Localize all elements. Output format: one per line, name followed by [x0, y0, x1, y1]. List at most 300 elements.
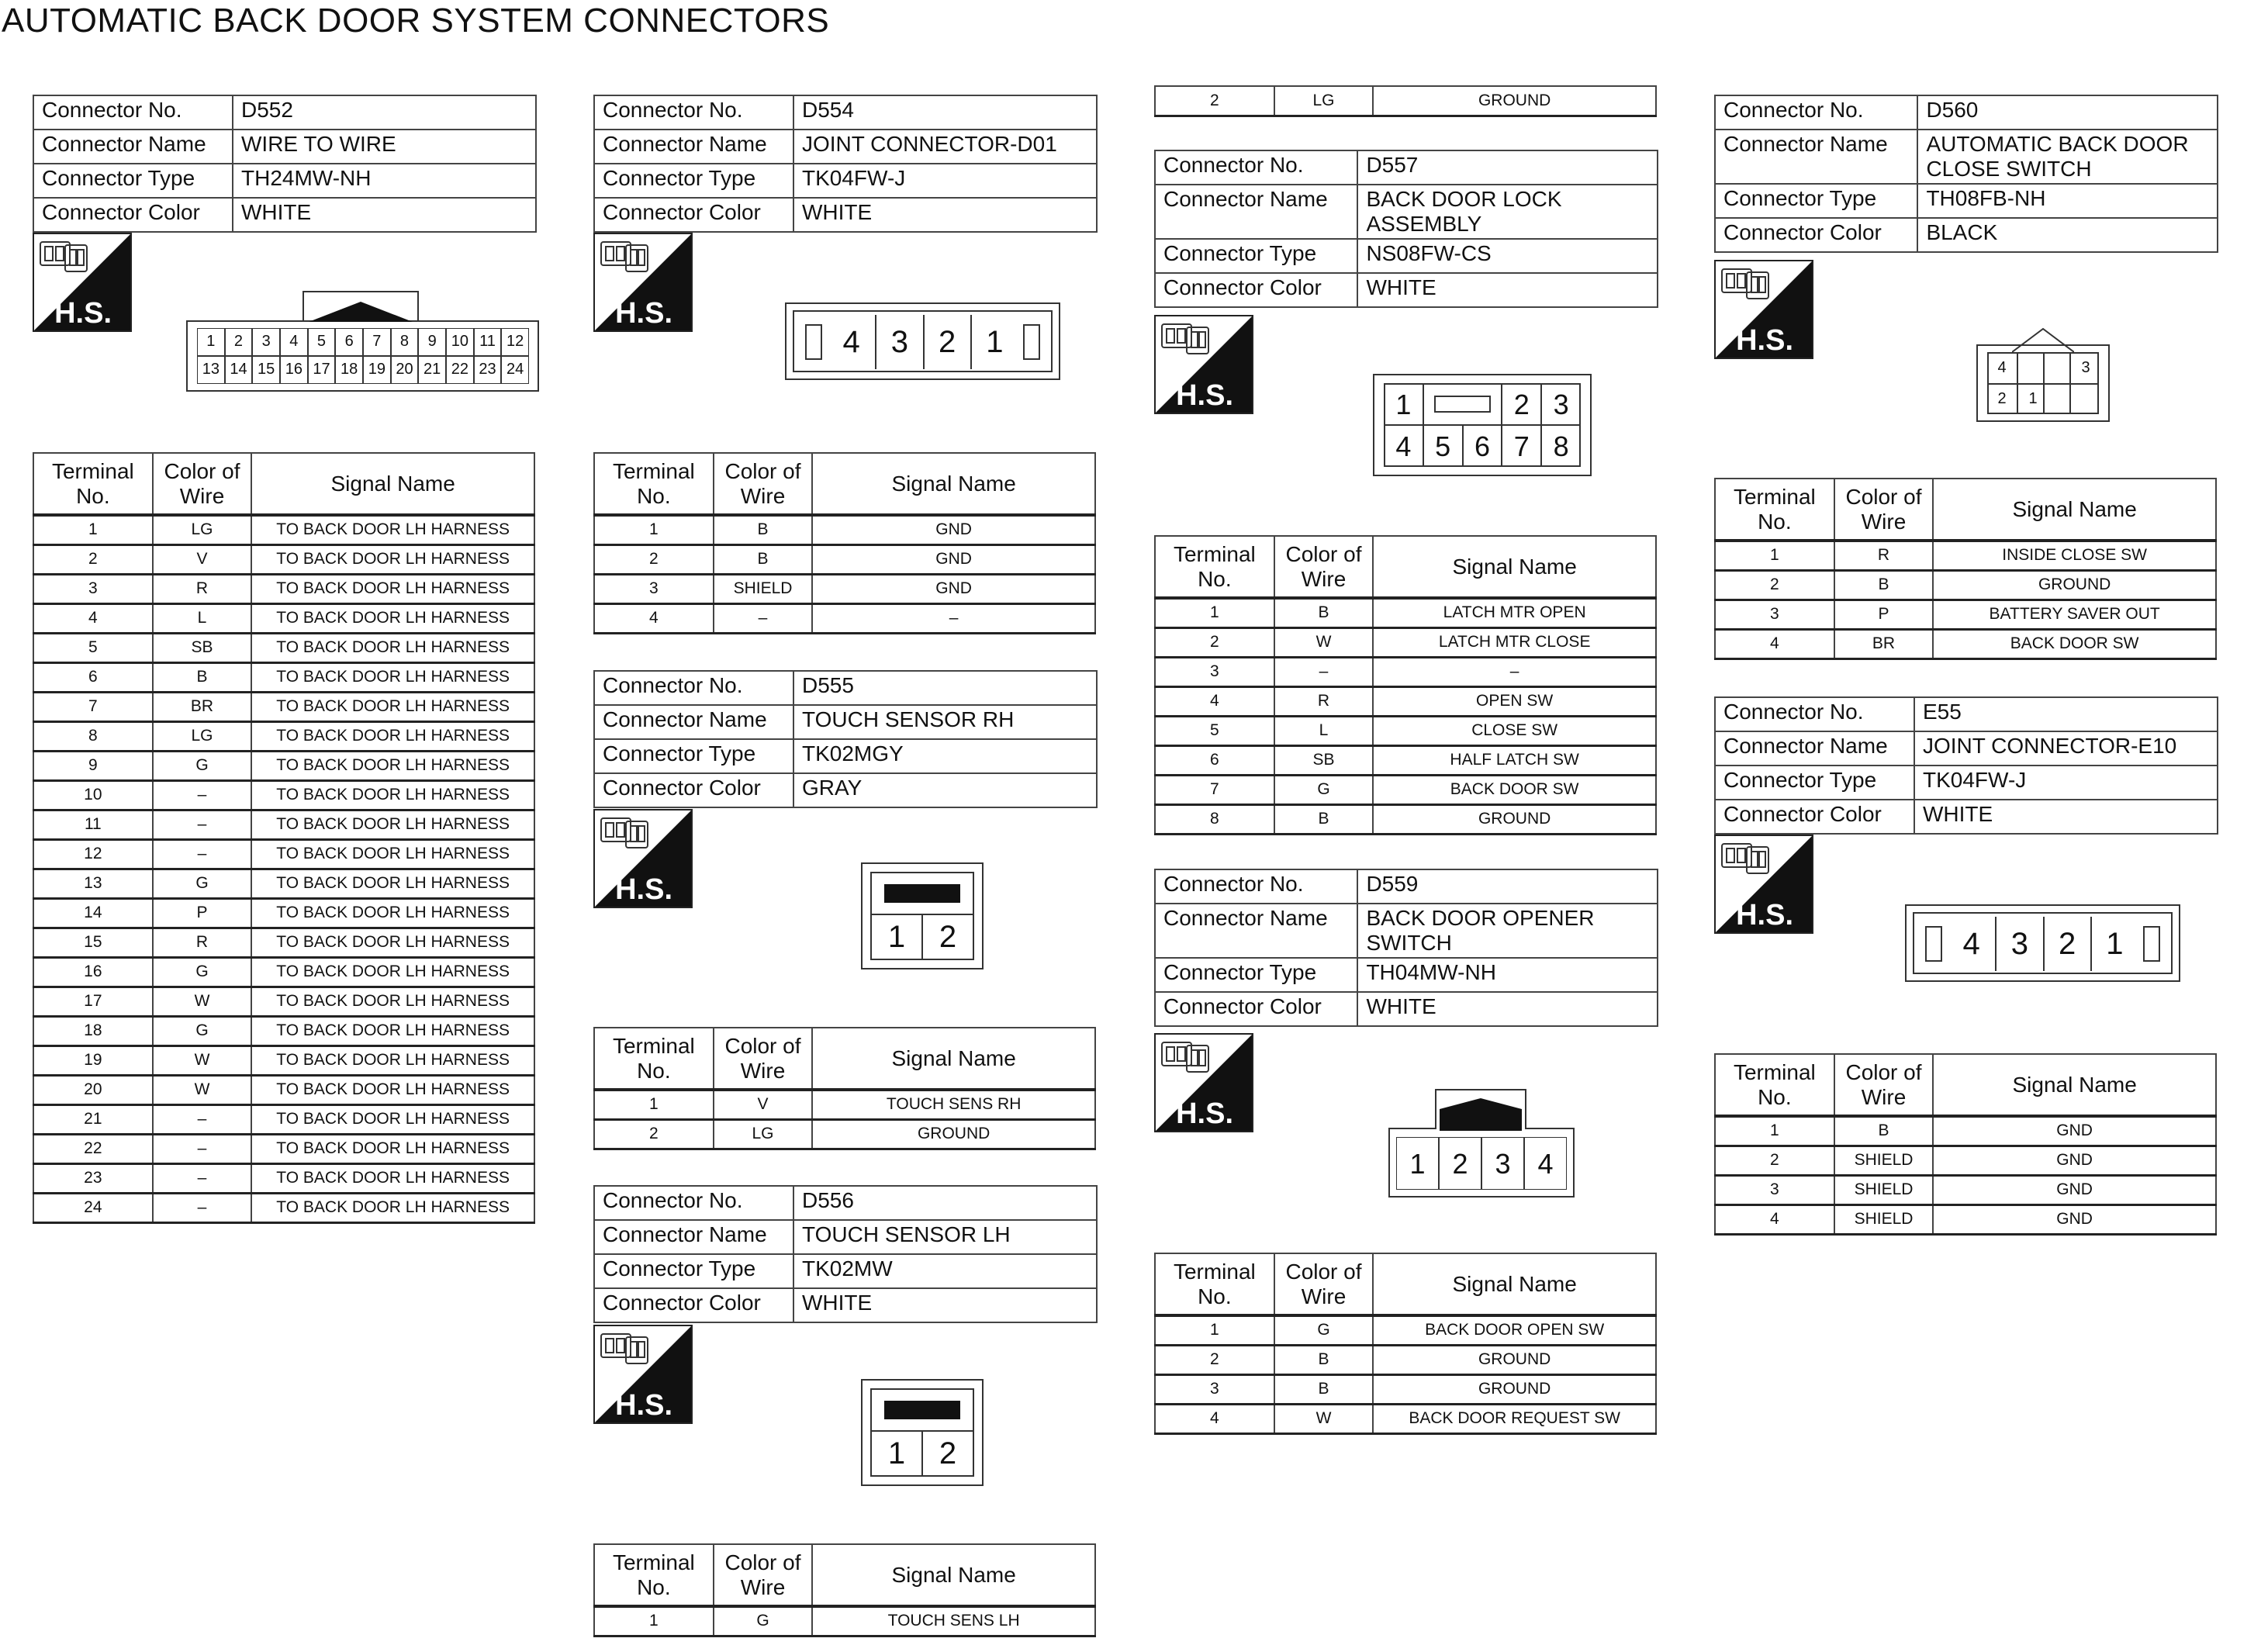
- hs-logo-text: H.S.: [1736, 324, 1793, 357]
- terminal-no-cell: 3: [1155, 657, 1274, 686]
- pin-label: 21: [418, 356, 446, 384]
- col-signal-name: Signal Name: [1373, 536, 1656, 598]
- signal-name-cell: LATCH MTR OPEN: [1373, 598, 1656, 627]
- table-row: [594, 603, 1095, 633]
- signal-name-cell: TO BACK DOOR LH HARNESS: [251, 1163, 534, 1193]
- terminal-no-cell: 13: [33, 869, 153, 898]
- wire-color-cell: G: [714, 1606, 813, 1636]
- table-row: [1155, 1404, 1656, 1433]
- pin-label: 18: [335, 356, 363, 384]
- pin-label: 7: [363, 328, 391, 356]
- label-connector-type: Connector Type: [1715, 766, 1914, 800]
- terminal-no-cell: 5: [33, 633, 153, 662]
- connector-name: BACK DOOR OPENER SWITCH: [1357, 904, 1658, 958]
- table-row: [33, 898, 534, 928]
- table-row: [33, 662, 534, 692]
- table-row: [594, 1090, 1095, 1119]
- label-connector-name: Connector Name: [1715, 731, 1914, 766]
- latch-bar: [1434, 396, 1492, 413]
- label-connector-no: Connector No.: [1155, 869, 1357, 904]
- signal-name-cell: TO BACK DOOR LH HARNESS: [251, 1193, 534, 1222]
- wire-color-cell: –: [714, 603, 813, 633]
- terminal-no-cell: 3: [1155, 1374, 1274, 1404]
- table-row: [1155, 1345, 1656, 1374]
- label-connector-no: Connector No.: [594, 95, 793, 130]
- connector-info-d557: [1154, 150, 1658, 308]
- signal-name-cell: TO BACK DOOR LH HARNESS: [251, 1075, 534, 1104]
- table-row: [1715, 570, 2216, 600]
- signal-name-cell: OPEN SW: [1373, 686, 1656, 716]
- table-row: [594, 1119, 1095, 1149]
- signal-name-cell: TO BACK DOOR LH HARNESS: [251, 633, 534, 662]
- terminal-no-cell: 3: [1715, 600, 1834, 629]
- hs-logo-text: H.S.: [615, 297, 672, 330]
- terminal-no-cell: 4: [594, 603, 714, 633]
- label-connector-color: Connector Color: [1715, 218, 1917, 252]
- wire-color-cell: SHIELD: [1834, 1146, 1934, 1175]
- connector-color: WHITE: [1914, 800, 2218, 834]
- wire-color-cell: W: [153, 1075, 252, 1104]
- table-row: [33, 515, 534, 544]
- pin-label: 3: [1541, 383, 1581, 425]
- table-row: [33, 1075, 534, 1104]
- pin-label: 4: [1524, 1137, 1567, 1190]
- col-color-of-wire: Color of Wire: [1274, 1253, 1374, 1315]
- wire-color-cell: SHIELD: [714, 574, 813, 603]
- signal-name-cell: LATCH MTR CLOSE: [1373, 627, 1656, 657]
- terminal-no-cell: 10: [33, 780, 153, 810]
- col-color-of-wire: Color of Wire: [153, 453, 252, 515]
- connector-name: AUTOMATIC BACK DOOR CLOSE SWITCH: [1917, 130, 2218, 184]
- connector-face-d554: [785, 302, 1060, 380]
- connector-color: WHITE: [793, 1288, 1097, 1322]
- wire-color-cell: G: [153, 1016, 252, 1045]
- pin-label: 2: [225, 328, 253, 356]
- table-row: [1715, 600, 2216, 629]
- signal-name-cell: GND: [1933, 1175, 2216, 1204]
- signal-name-cell: TO BACK DOOR LH HARNESS: [251, 544, 534, 574]
- pin-label: 8: [1541, 425, 1581, 467]
- terminal-no-cell: 16: [33, 957, 153, 987]
- terminal-table-d559: [1154, 1253, 1657, 1435]
- connector-info-d560: [1714, 95, 2218, 253]
- terminal-table-continued: [1154, 85, 1657, 117]
- signal-name-cell: GND: [812, 544, 1095, 574]
- connector-no: D554: [793, 95, 1097, 130]
- signal-name-cell: GROUND: [812, 1119, 1095, 1149]
- connector-name: WIRE TO WIRE: [233, 130, 536, 164]
- signal-name-cell: GROUND: [1373, 1345, 1656, 1374]
- signal-name-cell: CLOSE SW: [1373, 716, 1656, 745]
- terminal-table-e55: [1714, 1053, 2217, 1236]
- table-row: [33, 957, 534, 987]
- connector-face-d552: [186, 291, 539, 392]
- connector-type: TH08FB-NH: [1917, 184, 2218, 218]
- pin-label: 2: [1997, 390, 2007, 407]
- label-connector-type: Connector Type: [33, 164, 233, 198]
- wire-color-cell: V: [714, 1090, 813, 1119]
- connector-color: GRAY: [793, 773, 1097, 807]
- table-row: [1155, 598, 1656, 627]
- terminal-no-cell: 4: [1715, 629, 1834, 658]
- table-row: [1155, 657, 1656, 686]
- page-title: AUTOMATIC BACK DOOR SYSTEM CONNECTORS: [2, 2, 830, 40]
- signal-name-cell: TO BACK DOOR LH HARNESS: [251, 898, 534, 928]
- signal-name-cell: BACK DOOR OPEN SW: [1373, 1315, 1656, 1345]
- terminal-table-d552: [33, 452, 535, 1224]
- signal-name-cell: GROUND: [1373, 804, 1656, 834]
- pin-label: 4: [842, 325, 860, 359]
- table-row: [33, 810, 534, 839]
- wire-color-cell: B: [1274, 1345, 1374, 1374]
- col-color-of-wire: Color of Wire: [1834, 1054, 1934, 1116]
- terminal-table-d560: [1714, 478, 2217, 660]
- wire-color-cell: B: [714, 515, 813, 544]
- wire-color-cell: G: [1274, 775, 1374, 804]
- wire-color-cell: –: [153, 780, 252, 810]
- signal-name-cell: GND: [812, 515, 1095, 544]
- wire-color-cell: SHIELD: [1834, 1175, 1934, 1204]
- table-row: [594, 515, 1095, 544]
- wire-color-cell: LG: [153, 515, 252, 544]
- terminal-no-cell: 1: [1155, 598, 1274, 627]
- label-connector-color: Connector Color: [594, 198, 793, 232]
- table-row: [1715, 1204, 2216, 1234]
- table-row: [33, 928, 534, 957]
- table-row: [1155, 686, 1656, 716]
- terminal-no-cell: 24: [33, 1193, 153, 1222]
- connector-no: D559: [1357, 869, 1658, 904]
- table-row: [1715, 541, 2216, 570]
- table-row: [33, 603, 534, 633]
- pin-label: 7: [1502, 425, 1541, 467]
- pin-label: 4: [1384, 425, 1423, 467]
- table-row: [33, 987, 534, 1016]
- wire-color-cell: G: [153, 869, 252, 898]
- terminal-no-cell: 8: [1155, 804, 1274, 834]
- signal-name-cell: TO BACK DOOR LH HARNESS: [251, 692, 534, 721]
- terminal-no-cell: 1: [1715, 541, 1834, 570]
- pin-label: 4: [280, 328, 308, 356]
- pin-label: 10: [446, 328, 474, 356]
- signal-name-cell: TOUCH SENS LH: [812, 1606, 1095, 1636]
- signal-name-cell: GND: [1933, 1146, 2216, 1175]
- col-terminal-no: Terminal No.: [1155, 1253, 1274, 1315]
- terminal-no-cell: 22: [33, 1134, 153, 1163]
- signal-name-cell: TO BACK DOOR LH HARNESS: [251, 574, 534, 603]
- wire-color-cell: W: [153, 987, 252, 1016]
- signal-name-cell: TO BACK DOOR LH HARNESS: [251, 721, 534, 751]
- wire-color-cell: G: [1274, 1315, 1374, 1345]
- pin-label: 5: [1423, 425, 1463, 467]
- wire-color-cell: B: [153, 662, 252, 692]
- wire-color-cell: SB: [153, 633, 252, 662]
- pin-label: 13: [197, 356, 225, 384]
- table-row: [33, 869, 534, 898]
- connector-name: BACK DOOR LOCK ASSEMBLY: [1357, 185, 1658, 239]
- label-connector-type: Connector Type: [594, 739, 793, 773]
- pin-label: 11: [474, 328, 502, 356]
- hs-harness-side-icon: [1154, 1033, 1253, 1132]
- wire-color-cell: B: [1834, 1116, 1934, 1146]
- signal-name-cell: TO BACK DOOR LH HARNESS: [251, 839, 534, 869]
- terminal-no-cell: 18: [33, 1016, 153, 1045]
- pin-label: 9: [418, 328, 446, 356]
- terminal-table-d556: [593, 1543, 1096, 1637]
- pin-label: 1: [1384, 383, 1423, 425]
- terminal-no-cell: 17: [33, 987, 153, 1016]
- pin-label: 1: [887, 920, 906, 954]
- wire-color-cell: BR: [1834, 629, 1934, 658]
- col-signal-name: Signal Name: [812, 453, 1095, 515]
- hs-harness-side-icon: [1714, 835, 1813, 934]
- label-connector-name: Connector Name: [1155, 904, 1357, 958]
- table-row: [33, 751, 534, 780]
- terminal-no-cell: 1: [1715, 1116, 1834, 1146]
- wire-color-cell: W: [153, 1045, 252, 1075]
- signal-name-cell: GROUND: [1373, 1374, 1656, 1404]
- table-row: [1715, 1116, 2216, 1146]
- wire-color-cell: G: [153, 751, 252, 780]
- connector-color: WHITE: [1357, 992, 1658, 1026]
- connector-no: D556: [793, 1186, 1097, 1220]
- connector-face-d559: [1388, 1089, 1575, 1198]
- pin-label: 1: [970, 315, 1018, 369]
- pin-label: 19: [363, 356, 391, 384]
- table-row: [33, 574, 534, 603]
- table-row: [33, 839, 534, 869]
- signal-name-cell: TO BACK DOOR LH HARNESS: [251, 780, 534, 810]
- connector-type: TK04FW-J: [1914, 766, 2218, 800]
- wire-color-cell: R: [153, 574, 252, 603]
- connector-name: TOUCH SENSOR RH: [793, 705, 1097, 739]
- pin-label: 8: [391, 328, 419, 356]
- connector-info-d554: [593, 95, 1098, 233]
- table-row: [1715, 1146, 2216, 1175]
- col-color-of-wire: Color of Wire: [714, 1544, 813, 1606]
- wire-color-cell: –: [153, 810, 252, 839]
- pin-label: 6: [1463, 425, 1502, 467]
- signal-name-cell: GND: [812, 574, 1095, 603]
- terminal-no-cell: 2: [1155, 86, 1274, 116]
- terminal-no-cell: 20: [33, 1075, 153, 1104]
- label-connector-no: Connector No.: [33, 95, 233, 130]
- label-connector-no: Connector No.: [594, 671, 793, 705]
- connector-no: D552: [233, 95, 536, 130]
- connector-info-d559: [1154, 869, 1658, 1027]
- terminal-no-cell: 6: [33, 662, 153, 692]
- connector-color: WHITE: [1357, 273, 1658, 307]
- pin-label: 15: [252, 356, 280, 384]
- table-row: [33, 692, 534, 721]
- signal-name-cell: TOUCH SENS RH: [812, 1090, 1095, 1119]
- terminal-table-d555: [593, 1027, 1096, 1150]
- wire-color-cell: P: [153, 898, 252, 928]
- terminal-no-cell: 1: [1155, 1315, 1274, 1345]
- wire-color-cell: SB: [1274, 745, 1374, 775]
- connector-name: JOINT CONNECTOR-D01: [793, 130, 1097, 164]
- signal-name-cell: TO BACK DOOR LH HARNESS: [251, 1016, 534, 1045]
- col-terminal-no: Terminal No.: [594, 453, 714, 515]
- connector-info-e55: [1714, 696, 2218, 835]
- connector-face-d560: [1976, 315, 2110, 422]
- hs-logo-text: H.S.: [1176, 1097, 1233, 1130]
- signal-name-cell: INSIDE CLOSE SW: [1933, 541, 2216, 570]
- pin-label: 23: [474, 356, 502, 384]
- hs-logo-text: H.S.: [1176, 379, 1233, 412]
- terminal-no-cell: 14: [33, 898, 153, 928]
- connector-type: TH04MW-NH: [1357, 958, 1658, 992]
- connector-no: D557: [1357, 150, 1658, 185]
- table-row: [33, 780, 534, 810]
- table-row: [594, 574, 1095, 603]
- connector-type: TK04FW-J: [793, 164, 1097, 198]
- wire-color-cell: B: [1274, 598, 1374, 627]
- terminal-no-cell: 1: [594, 515, 714, 544]
- pin-label: 3: [2081, 359, 2090, 376]
- pin-label: 1: [197, 328, 225, 356]
- terminal-no-cell: 15: [33, 928, 153, 957]
- signal-name-cell: –: [812, 603, 1095, 633]
- table-row: [33, 1163, 534, 1193]
- terminal-no-cell: 1: [594, 1606, 714, 1636]
- wire-color-cell: SHIELD: [1834, 1204, 1934, 1234]
- col-signal-name: Signal Name: [251, 453, 534, 515]
- pin-label: 20: [391, 356, 419, 384]
- pin-label: 2: [2043, 917, 2090, 971]
- terminal-no-cell: 4: [33, 603, 153, 633]
- connector-color: WHITE: [233, 198, 536, 232]
- connector-name: TOUCH SENSOR LH: [793, 1220, 1097, 1254]
- terminal-no-cell: 21: [33, 1104, 153, 1134]
- pin-label: 2: [939, 920, 957, 954]
- table-row: [1155, 1315, 1656, 1345]
- signal-name-cell: TO BACK DOOR LH HARNESS: [251, 987, 534, 1016]
- signal-name-cell: –: [1373, 657, 1656, 686]
- hs-harness-side-icon: [593, 1325, 693, 1424]
- wire-color-cell: –: [153, 1134, 252, 1163]
- table-row: [594, 544, 1095, 574]
- pin-label: 1: [887, 1436, 906, 1471]
- table-row: [1155, 627, 1656, 657]
- table-row: [1155, 804, 1656, 834]
- connector-info-d555: [593, 670, 1098, 808]
- signal-name-cell: TO BACK DOOR LH HARNESS: [251, 515, 534, 544]
- hs-logo-text: H.S.: [615, 1389, 672, 1422]
- wire-color-cell: B: [1834, 570, 1934, 600]
- table-row: [33, 544, 534, 574]
- connector-face-e55: [1905, 904, 2180, 982]
- terminal-no-cell: 11: [33, 810, 153, 839]
- signal-name-cell: GROUND: [1373, 86, 1656, 116]
- table-row: [33, 1045, 534, 1075]
- label-connector-name: Connector Name: [1155, 185, 1357, 239]
- wire-color-cell: B: [714, 544, 813, 574]
- terminal-no-cell: 1: [594, 1090, 714, 1119]
- label-connector-no: Connector No.: [1715, 95, 1917, 130]
- terminal-no-cell: 2: [594, 544, 714, 574]
- signal-name-cell: GND: [1933, 1204, 2216, 1234]
- terminal-no-cell: 3: [1715, 1175, 1834, 1204]
- col-color-of-wire: Color of Wire: [714, 453, 813, 515]
- pin-label: 6: [335, 328, 363, 356]
- pin-label: 4: [1962, 927, 1980, 961]
- col-terminal-no: Terminal No.: [594, 1544, 714, 1606]
- hs-harness-side-icon: [593, 233, 693, 332]
- col-color-of-wire: Color of Wire: [1834, 479, 1934, 541]
- signal-name-cell: TO BACK DOOR LH HARNESS: [251, 810, 534, 839]
- wire-color-cell: LG: [153, 721, 252, 751]
- pin-label: 24: [501, 356, 529, 384]
- label-connector-type: Connector Type: [1155, 239, 1357, 273]
- connector-color: WHITE: [793, 198, 1097, 232]
- connector-face-d555: [861, 862, 984, 969]
- terminal-no-cell: 2: [1155, 1345, 1274, 1374]
- wire-color-cell: B: [1274, 804, 1374, 834]
- connector-type: NS08FW-CS: [1357, 239, 1658, 273]
- wire-color-cell: –: [153, 839, 252, 869]
- terminal-no-cell: 9: [33, 751, 153, 780]
- wire-color-cell: –: [153, 1163, 252, 1193]
- connector-type: TK02MW: [793, 1254, 1097, 1288]
- table-row: [1155, 86, 1656, 116]
- wire-color-cell: –: [153, 1104, 252, 1134]
- wire-color-cell: W: [1274, 627, 1374, 657]
- table-row: [594, 1606, 1095, 1636]
- pin-label: 1: [1396, 1137, 1439, 1190]
- table-row: [1155, 1374, 1656, 1404]
- label-connector-color: Connector Color: [1155, 273, 1357, 307]
- connector-face-d556: [861, 1379, 984, 1486]
- terminal-no-cell: 5: [1155, 716, 1274, 745]
- pin-label: 1: [2090, 917, 2138, 971]
- signal-name-cell: BACK DOOR REQUEST SW: [1373, 1404, 1656, 1433]
- pin-label: 2: [1502, 383, 1541, 425]
- wire-color-cell: R: [1834, 541, 1934, 570]
- signal-name-cell: HALF LATCH SW: [1373, 745, 1656, 775]
- connector-info-d552: [33, 95, 537, 233]
- table-row: [1155, 775, 1656, 804]
- col-signal-name: Signal Name: [812, 1028, 1095, 1090]
- label-connector-no: Connector No.: [1715, 697, 1914, 731]
- label-connector-name: Connector Name: [594, 705, 793, 739]
- pin-label: 17: [308, 356, 336, 384]
- table-row: [1715, 1175, 2216, 1204]
- signal-name-cell: BACK DOOR SW: [1933, 629, 2216, 658]
- terminal-no-cell: 2: [1715, 1146, 1834, 1175]
- connector-face-d557: [1373, 374, 1592, 476]
- pin-label: 3: [875, 315, 922, 369]
- connector-no: D560: [1917, 95, 2218, 130]
- table-row: [33, 1193, 534, 1222]
- label-connector-name: Connector Name: [33, 130, 233, 164]
- signal-name-cell: TO BACK DOOR LH HARNESS: [251, 1134, 534, 1163]
- wire-color-cell: R: [1274, 686, 1374, 716]
- connector-no: D555: [793, 671, 1097, 705]
- col-signal-name: Signal Name: [812, 1544, 1095, 1606]
- label-connector-type: Connector Type: [1155, 958, 1357, 992]
- table-row: [1155, 716, 1656, 745]
- pin-label: 2: [939, 1436, 957, 1471]
- table-row: [33, 1016, 534, 1045]
- signal-name-cell: TO BACK DOOR LH HARNESS: [251, 928, 534, 957]
- wire-color-cell: R: [153, 928, 252, 957]
- wire-color-cell: W: [1274, 1404, 1374, 1433]
- signal-name-cell: TO BACK DOOR LH HARNESS: [251, 1104, 534, 1134]
- wire-color-cell: L: [1274, 716, 1374, 745]
- wire-color-cell: P: [1834, 600, 1934, 629]
- table-row: [33, 721, 534, 751]
